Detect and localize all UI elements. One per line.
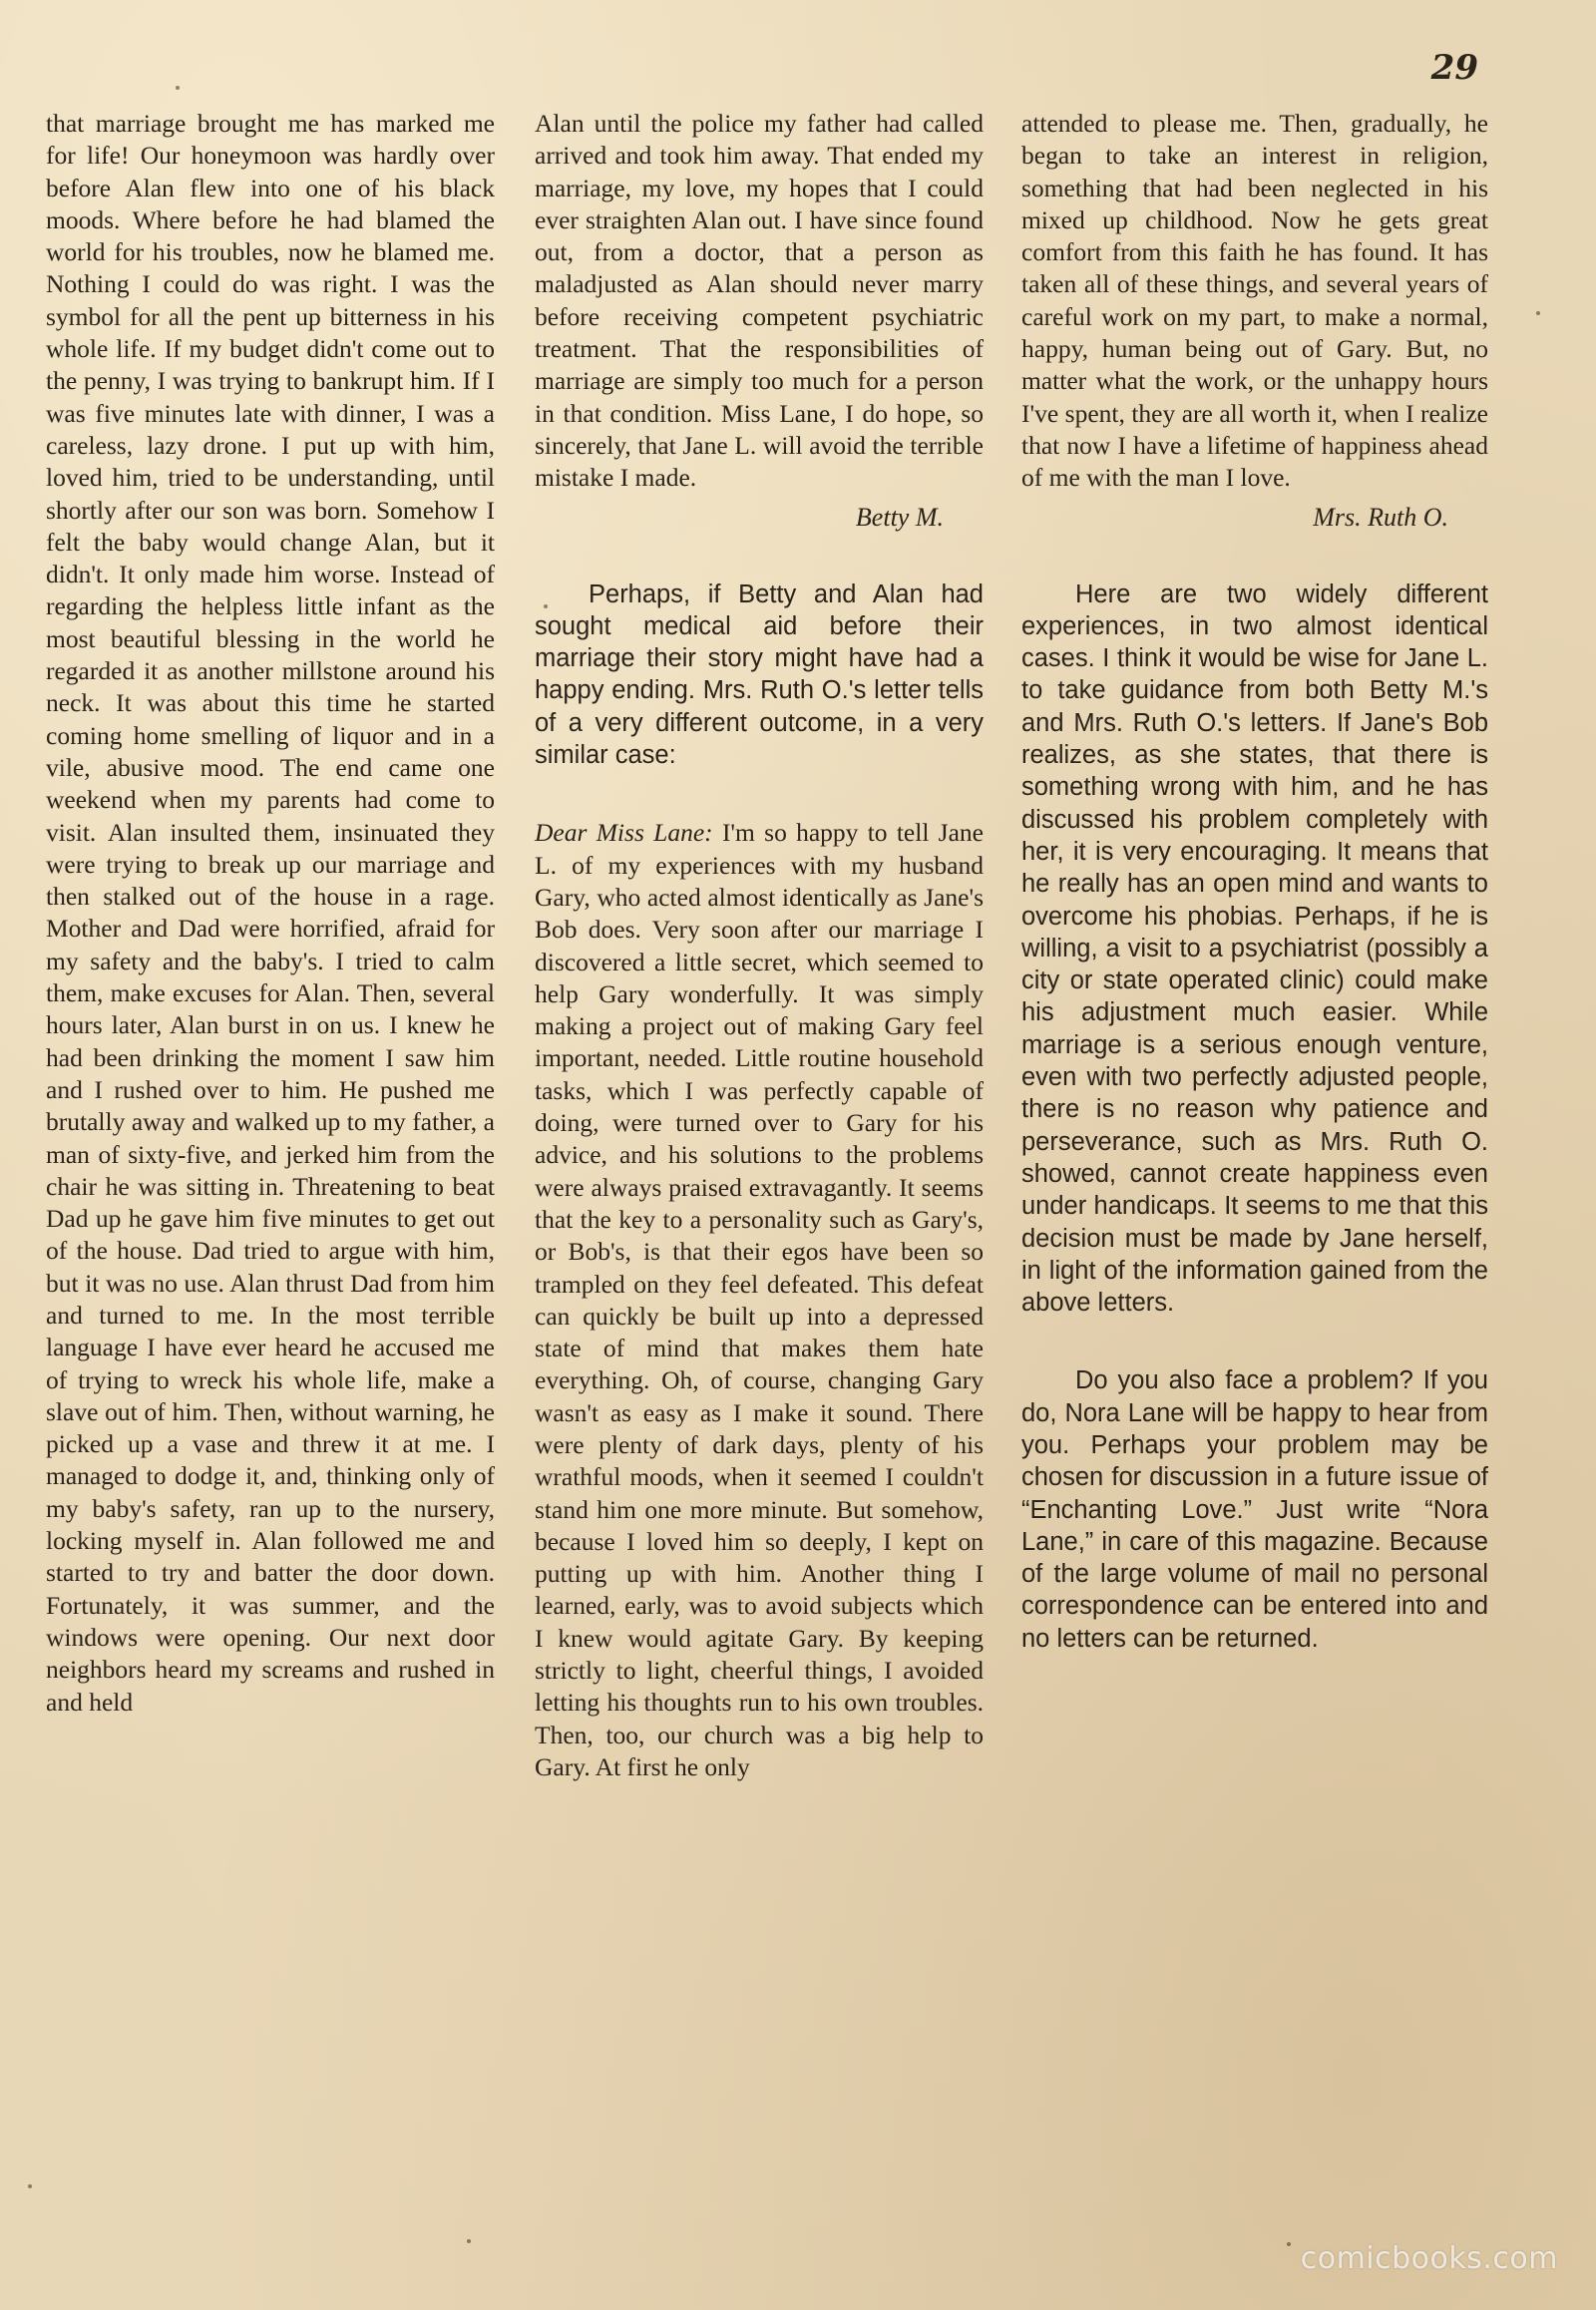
signature-ruth: Mrs. Ruth O. bbox=[1313, 502, 1448, 532]
spacer bbox=[1021, 533, 1488, 578]
paper-speck bbox=[1287, 2242, 1291, 2246]
signature-betty: Betty M. bbox=[855, 502, 944, 532]
paper-speck bbox=[1536, 311, 1540, 315]
paper-speck bbox=[544, 604, 548, 608]
paper-speck bbox=[28, 2184, 32, 2188]
spacer bbox=[1021, 1319, 1488, 1364]
column-3 bbox=[1021, 108, 1488, 1655]
paper-speck bbox=[467, 2239, 471, 2243]
paper-speck bbox=[176, 86, 180, 90]
letter-text-betty: that marriage brought me has marked me for life! Our honeymoon was hardly over before Alan flew into one of his black moods. Where before he had blamed the world for his troubles, now he blamed me. Nothing I could do was right. I was the symbol for all the pent up bitterness in his whole life. If my budget didn't come out to the penny, I was trying to bankrupt him. If I was five minutes late with dinner, I was a careless, lazy drone. I put up with him, loved him, tried to be understanding, until shortly after our son was born. Somehow I felt the baby would change Alan, but it didn't. It only made him worse. Instead of regarding the helpless little infant as the most beautiful blessing in the world he regarded it as another millstone around his neck. It was about this time he started coming home smelling of liquor and in a vile, abusive mood. The end came one weekend when my parents had come to visit. Alan insulted them, insinuated they were trying to break up our marriage and then stalked out of the house in a rage. Mother and Dad were horrified, afraid for my safety and the baby's. I tried to calm them, make excuses for Alan. Then, several hours later, Alan burst in on us. I knew he had been drinking the moment I saw him and I rushed over to him. He pushed me brutally away and walked up to my father, a man of sixty-five, and jerked him from the chair he was sitting in. Threatening to beat Dad up he gave him five minutes to get out of the house. Dad tried to argue with him, but it was no use. Alan thrust Dad from him and turned to me. In the most terrible language I have ever heard he accused me of trying to wreck his whole life, make a slave out of him. Then, without warning, he picked up a vase and threw it at me. I managed to dodge it, and, thinking only of my baby's safety, ran up to the nursery, locking myself in. Alan followed me and started to try and batter the door down. Fortunately, it was summer, and the windows were opening. Our next door neighbors heard my screams and rushed in and held bbox=[46, 109, 495, 1717]
spacer bbox=[535, 771, 984, 817]
column-2 bbox=[535, 108, 984, 1783]
letter-text-ruth bbox=[535, 817, 984, 1783]
letter-body-ruth: I'm so happy to tell Jane L. of my experiences with my husband Gary, who acted almost identically as Jane's Bob does. Very soon after our marriage I discovered a little secret, which seemed to help Gary wonderfully. It was simply making a project out of making Gary feel important, needed. Little routine household tasks, which I was perfectly capable of doing, were turned over to Gary for his advice, and his solutions to the problems were always praised extravagantly. It seems that the key to a personality such as Gary's, or Bob's, is that their egos have been so trampled on they feel defeated. This defeat can quickly be built up into a depressed state of mind that makes them hate everything. Oh, of course, changing Gary wasn't as easy as I make it sound. There were plenty of dark days, plenty of his wrathful moods, when it seemed I couldn't stand him one more minute. But somehow, because I loved him so deeply, I kept on putting up with him. Another thing I learned, early, was to avoid subjects which I knew would agitate Gary. By keeping strictly to light, cheerful things, I avoided letting his thoughts run to his own troubles. Then, too, our church was a big help to Gary. At first he only bbox=[535, 818, 984, 1781]
letter-text-betty-continued: Alan until the police my father had called arrived and took him away. That ended my marriage, my love, my hopes that I could ever straighten Alan out. I have since found out, from a doctor, that a person as maladjusted as Alan should never marry before receiving competent psychiatric treatment. That the responsibilities of marriage are simply too much for a person in that condition. Miss Lane, I do hope, so sincerely, that Jane L. will avoid the terrible mistake I made. bbox=[535, 109, 984, 493]
editor-invitation: Do you also face a problem? If you do, Nora Lane will be happy to hear from you. Perhaps your problem may be chosen for discussion in a future issue of “Enchanting Love.” Just write “Nora Lane,” in care of this magazine. Because of the large volume of mail no personal correspondence can be entered into and no letters can be returned. bbox=[1021, 1366, 1488, 1653]
letter-text-ruth-continued: attended to please me. Then, gradually, he began to take an interest in religion, something that had been neglected in his mixed up childhood. Now he gets great comfort from this faith he has found. It has taken all of these things, and several years of careful work on my part, to make a normal, happy, human being out of Gary. But, no matter what the work, or the unhappy hours I've spent, they are all worth it, when I realize that now I have a lifetime of happiness ahead of me with the man I love. bbox=[1021, 109, 1488, 493]
watermark: comicbooks.com bbox=[1300, 2241, 1558, 2276]
page-number: 29 bbox=[1430, 48, 1478, 88]
column-1 bbox=[46, 108, 495, 1719]
editor-commentary-intro: Perhaps, if Betty and Alan had sought medical aid before their marriage their story might have had a happy ending. Mrs. Ruth O.'s letter tells of a very different outcome, in a very similar case: bbox=[535, 579, 984, 770]
spacer bbox=[535, 533, 984, 578]
editor-commentary: Here are two widely different experiences, in two almost identical cases. I think it would be wise for Jane L. to take guidance from both Betty M.'s and Mrs. Ruth O.'s letters. If Jane's Bob realizes, as she states, that there is something wrong with him, and he has discussed his problem completely with her, it is very encouraging. It means that he really has an open mind and wants to overcome his phobias. Perhaps, if he is willing, a visit to a psychiatrist (possibly a city or state operated clinic) could make his adjustment much easier. While marriage is a serious enough venture, even with two perfectly adjusted people, there is no reason why patience and perseverance, such as Mrs. Ruth O. showed, cannot create happiness even under handicaps. It seems to me that this decision must be made by Jane herself, in light of the information gained from the above letters. bbox=[1021, 579, 1488, 1318]
letter-salutation: Dear Miss Lane: bbox=[535, 818, 713, 848]
